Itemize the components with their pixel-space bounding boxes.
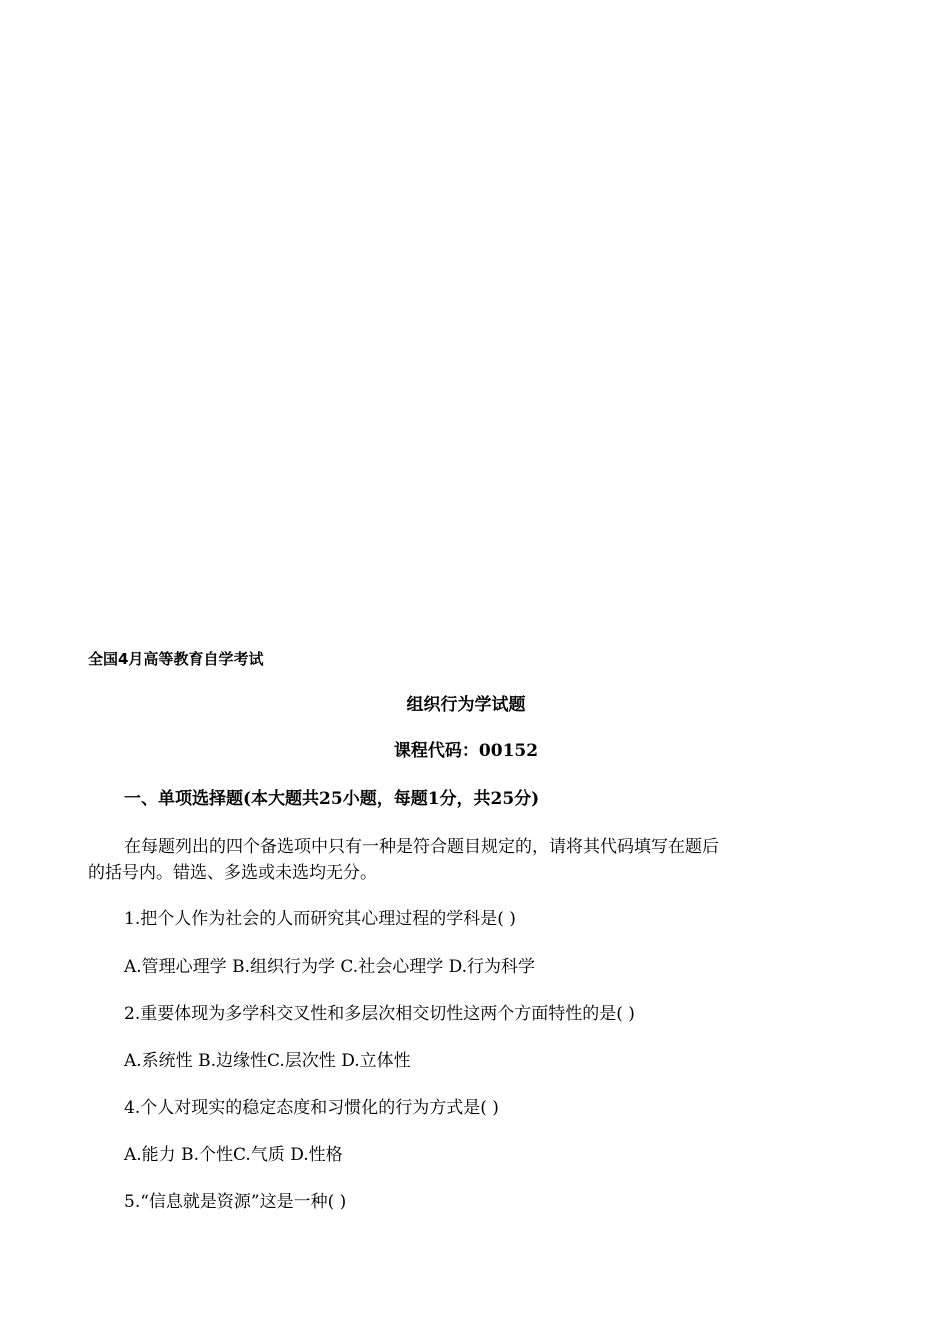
course-code: 课程代码：00152 [393, 741, 539, 761]
section-instruction-line-1: 在每题列出的四个备选项中只有一种是符合题目规定的，请将其代码填写在题后 [124, 837, 719, 857]
question-stem: 4.个人对现实的稳定态度和习惯化的行为方式是( ) [124, 1098, 499, 1118]
question-options: A.管理心理学 B.组织行为学 C.社会心理学 D.行为科学 [124, 957, 536, 977]
question-stem: 5.“信息就是资源”这是一种( ) [124, 1192, 347, 1212]
question-options: A.能力 B.个性C.气质 D.性格 [124, 1145, 343, 1165]
question-options: A.系统性 B.边缘性C.层次性 D.立体性 [124, 1051, 411, 1071]
section-instruction-line-2: 的括号内。错选、多选或未选均无分。 [88, 863, 377, 883]
exam-title: 组织行为学试题 [406, 695, 526, 715]
question-stem: 2.重要体现为多学科交叉性和多层次相交切性这两个方面特性的是( ) [124, 1004, 635, 1024]
question-stem: 1.把个人作为社会的人而研究其心理过程的学科是( ) [124, 909, 516, 929]
exam-header: 全国4月高等教育自学考试 [88, 650, 264, 668]
section-heading: 一、单项选择题(本大题共25小题，每题1分，共25分) [124, 789, 540, 809]
